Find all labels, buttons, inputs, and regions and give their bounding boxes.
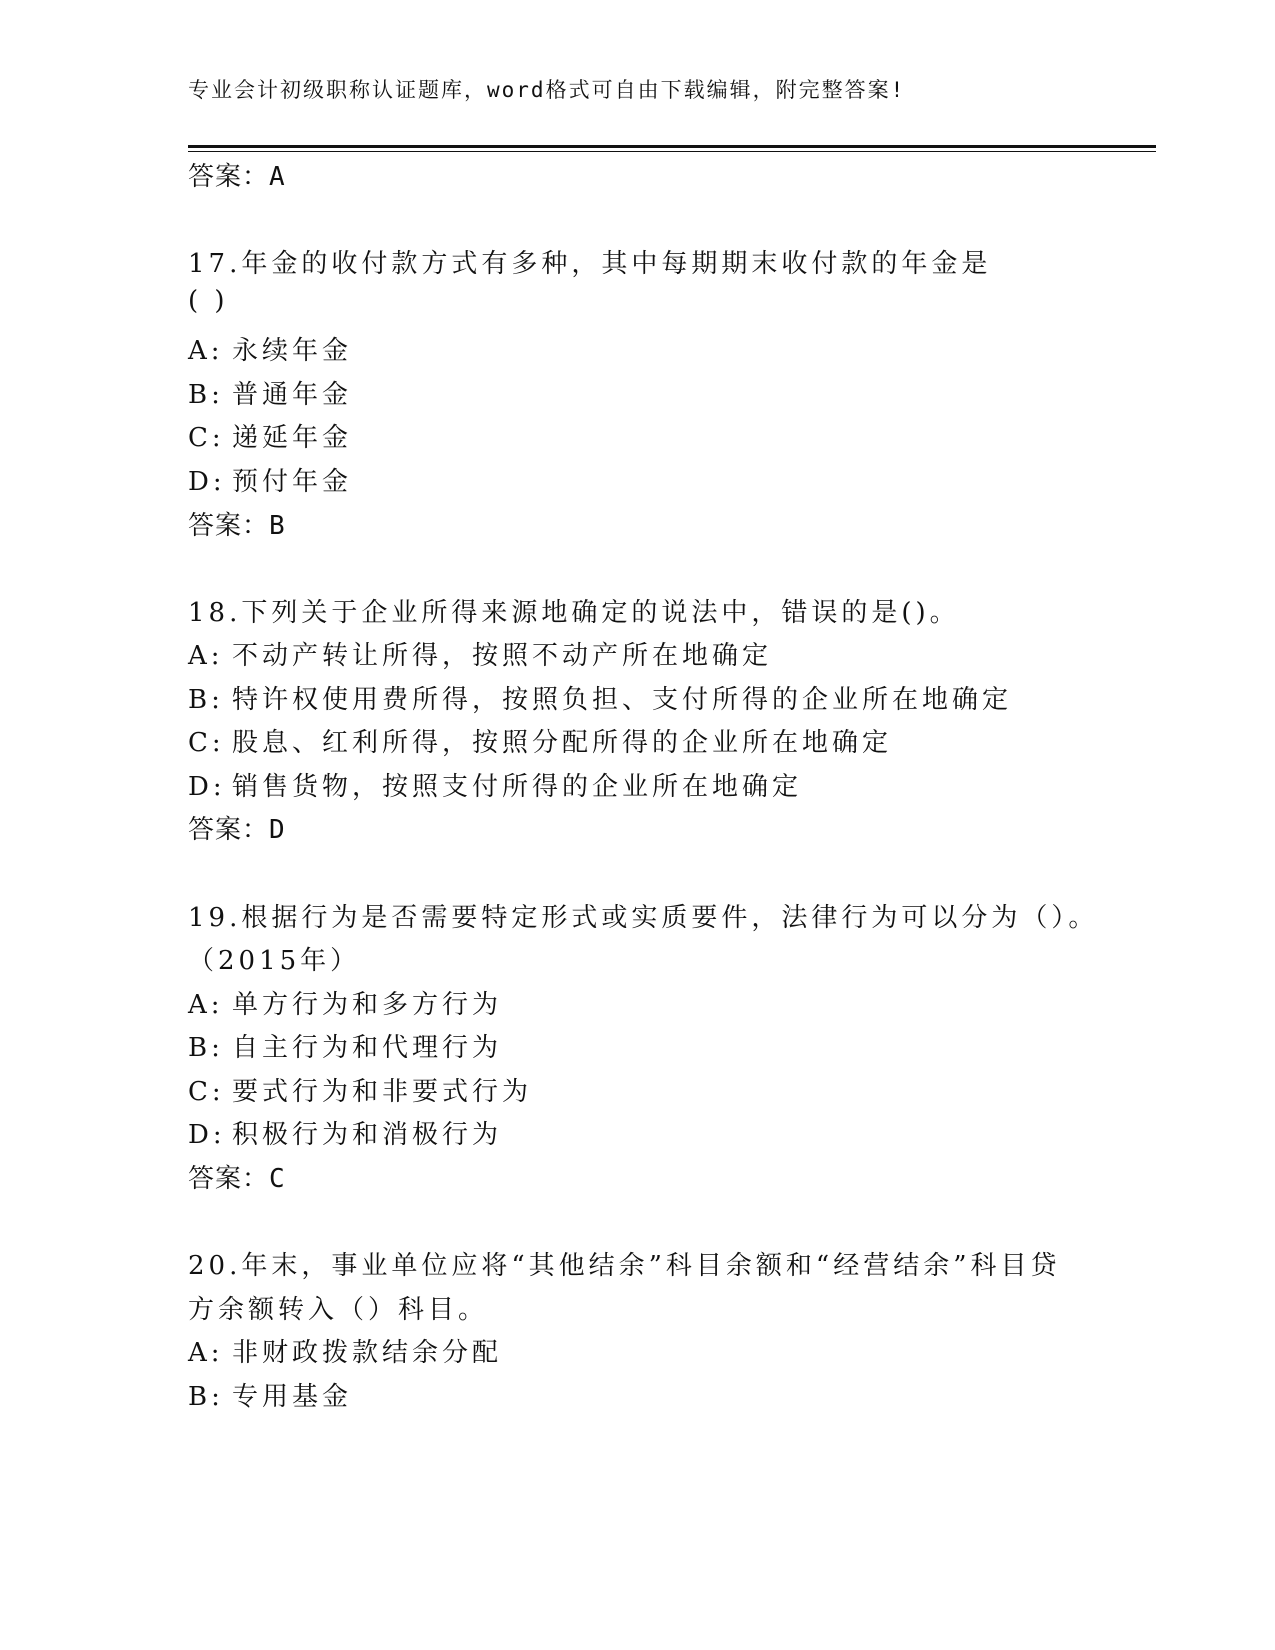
option-text: 自主行为和代理行为	[232, 1033, 503, 1063]
header-rule-thick	[188, 145, 1156, 148]
option-letter: B:	[188, 1033, 224, 1063]
question-19-option-a	[188, 984, 502, 1021]
option-text: 专用基金	[232, 1382, 353, 1412]
option-letter: D:	[188, 1120, 226, 1150]
option-text: 单方行为和多方行为	[232, 990, 503, 1020]
option-text: 股息、红利所得，按照分配所得的企业所在地确定	[232, 728, 893, 758]
question-19-option-b	[188, 1027, 502, 1064]
page-header: 专业会计初级职称认证题库，word格式可自由下载编辑，附完整答案!	[188, 78, 906, 102]
option-text: 不动产转让所得，按照不动产所在地确定	[232, 641, 773, 671]
answer-label: 答案：	[188, 162, 270, 192]
answer-value: D	[269, 815, 286, 845]
question-18-option-a	[188, 635, 772, 672]
question-20-option-b	[188, 1376, 352, 1413]
option-text: 普通年金	[232, 380, 353, 410]
option-text: 预付年金	[232, 467, 353, 497]
option-text: 永续年金	[232, 336, 353, 366]
option-letter: B:	[188, 1382, 224, 1412]
question-17-option-b	[188, 374, 352, 411]
question-17-stem-line-1: 17.年金的收付款方式有多种，其中每期期末收付款的年金是	[188, 249, 992, 279]
question-20-stem-line-1: 20.年末，事业单位应将“其他结余”科目余额和“经营结余”科目贷	[188, 1251, 1061, 1281]
question-19-option-d	[188, 1114, 502, 1151]
question-18-answer	[188, 809, 286, 846]
option-letter: A:	[188, 990, 224, 1020]
answer-value: A	[269, 162, 286, 192]
option-letter: C:	[188, 728, 225, 758]
option-letter: C:	[188, 1077, 225, 1107]
option-text: 积极行为和消极行为	[232, 1120, 503, 1150]
option-letter: C:	[188, 423, 225, 453]
option-letter: D:	[188, 772, 226, 802]
question-18-option-c	[188, 722, 892, 759]
question-17-stem-line-2: ( )	[188, 286, 229, 316]
question-18-option-d	[188, 766, 802, 803]
option-letter: A:	[188, 641, 224, 671]
question-18-option-b	[188, 679, 1012, 716]
option-letter: B:	[188, 685, 224, 715]
question-19-answer	[188, 1158, 286, 1195]
answer-label: 答案：	[188, 1164, 270, 1194]
option-text: 特许权使用费所得，按照负担、支付所得的企业所在地确定	[232, 685, 1013, 715]
option-text: 递延年金	[232, 423, 353, 453]
question-20-option-a	[188, 1332, 502, 1369]
answer-value: B	[269, 511, 286, 541]
option-text: 销售货物，按照支付所得的企业所在地确定	[232, 772, 803, 802]
option-letter: D:	[188, 467, 226, 497]
header-rule-thin	[188, 151, 1156, 152]
option-text: 非财政拨款结余分配	[232, 1338, 503, 1368]
option-letter: A:	[188, 1338, 224, 1368]
answer-value: C	[269, 1164, 286, 1194]
answer-line-prev	[188, 156, 286, 193]
question-17-option-c	[188, 417, 352, 454]
question-18-stem-line-1: 18.下列关于企业所得来源地确定的说法中，错误的是()。	[188, 598, 960, 628]
option-letter: A:	[188, 336, 224, 366]
answer-label: 答案：	[188, 511, 270, 541]
question-17-option-d	[188, 461, 352, 498]
question-19-option-c	[188, 1071, 532, 1108]
option-letter: B:	[188, 380, 224, 410]
question-17-option-a	[188, 330, 352, 367]
answer-label: 答案：	[188, 815, 270, 845]
question-17-answer	[188, 505, 286, 542]
question-19-stem-line-1: 19.根据行为是否需要特定形式或实质要件，法律行为可以分为（）。	[188, 903, 1099, 933]
question-20-stem-line-2: 方余额转入（）科目。	[188, 1295, 489, 1325]
option-text: 要式行为和非要式行为	[232, 1077, 533, 1107]
question-19-stem-line-2: （2015年）	[188, 946, 361, 976]
